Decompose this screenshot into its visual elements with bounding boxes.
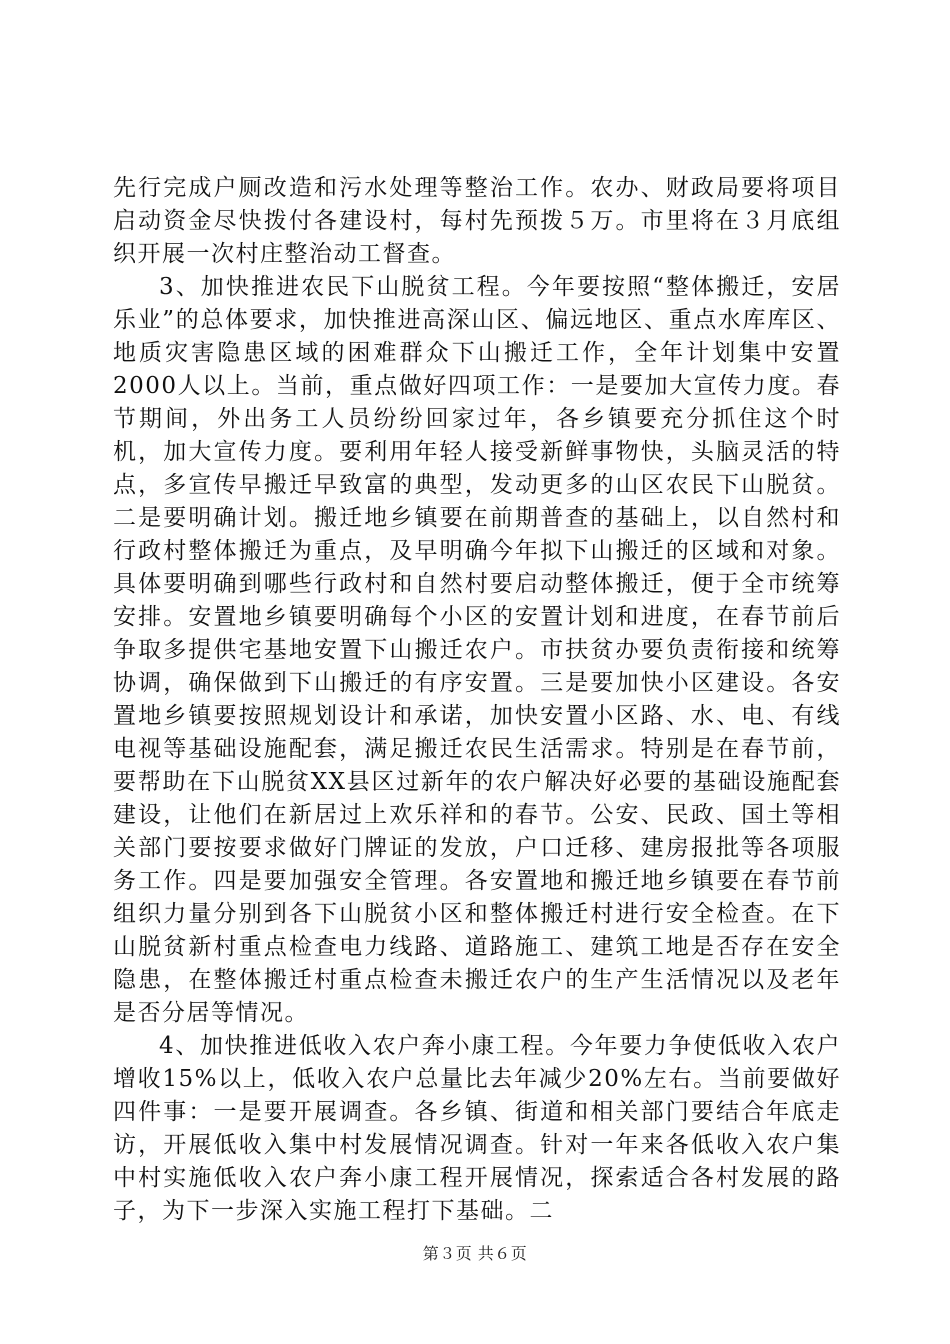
page-number: 第３页 [422, 1244, 473, 1263]
page-footer [0, 1241, 950, 1264]
page-total: 共６页 [477, 1244, 528, 1263]
paragraph-continuation: 先行完成户厕改造和污水处理等整治工作。农办、财政局要将项目启动资金尽快拨付各建设村，每村先预拨５万。市里将在３月底组织开展一次村庄整治动工督查。 [113, 175, 841, 267]
document-body [113, 172, 841, 1228]
paragraph-item-3: 3、加快推进农民下山脱贫工程。今年要按照“整体搬迁，安居乐业”的总体要求，加快推进高深山区、偏远地区、重点水库库区、地质灾害隐患区域的困难群众下山搬迁工作，全年计划集中安置2000人以上。当前，重点做好四项工作：一是要加大宣传力度。春节期间，外出务工人员纷纷回家过年，各乡镇要充分抓住这个时机，加大宣传力度。要利用年轻人接受新鲜事物快，头脑灵活的特点，多宣传早搬迁早致富的典型，发动更多的山区农民下山脱贫。二是要明确计划。搬迁地乡镇要在前期普查的基础上，以自然村和行政村整体搬迁为重点，及早明确今年拟下山搬迁的区域和对象。具体要明确到哪些行政村和自然村要启动整体搬迁，便于全市统筹安排。安置地乡镇要明确每个小区的安置计划和进度，在春节前后争取多提供宅基地安置下山搬迁农户。市扶贫办要负责衔接和统筹协调，确保做到下山搬迁的有序安置。三是要加快小区建设。各安置地乡镇要按照规划设计和承诺，加快安置小区路、水、电、有线电视等基础设施配套，满足搬迁农民生活需求。特别是在春节前，要帮助在下山脱贫XX县区过新年的农户解决好必要的基础设施配套建设，让他们在新居过上欢乐祥和的春节。公安、民政、国土等相关部门要按要求做好门牌证的发放，户口迁移、建房报批等各项服务工作。四是要加强安全管理。各安置地和搬迁地乡镇要在春节前组织力量分别到各下山脱贫小区和整体搬迁村进行安全检查。在下山脱贫新村重点检查电力线路、道路施工、建筑工地是否存在安全隐患，在整体搬迁村重点检查未搬迁农户的生产生活情况以及老年是否分居等情况。 [113, 274, 841, 1026]
paragraph-item-4: 4、加快推进低收入农户奔小康工程。今年要力争使低收入农户增收15%以上，低收入农户总量比去年减少20%左右。当前要做好四件事：一是要开展调查。各乡镇、街道和相关部门要结合年底走访，开展低收入集中村发展情况调查。针对一年来各低收入农户集中村实施低收入农户奔小康工程开展情况，探索适合各村发展的路子，为下一步深入实施工程打下基础。二 [113, 1033, 841, 1224]
